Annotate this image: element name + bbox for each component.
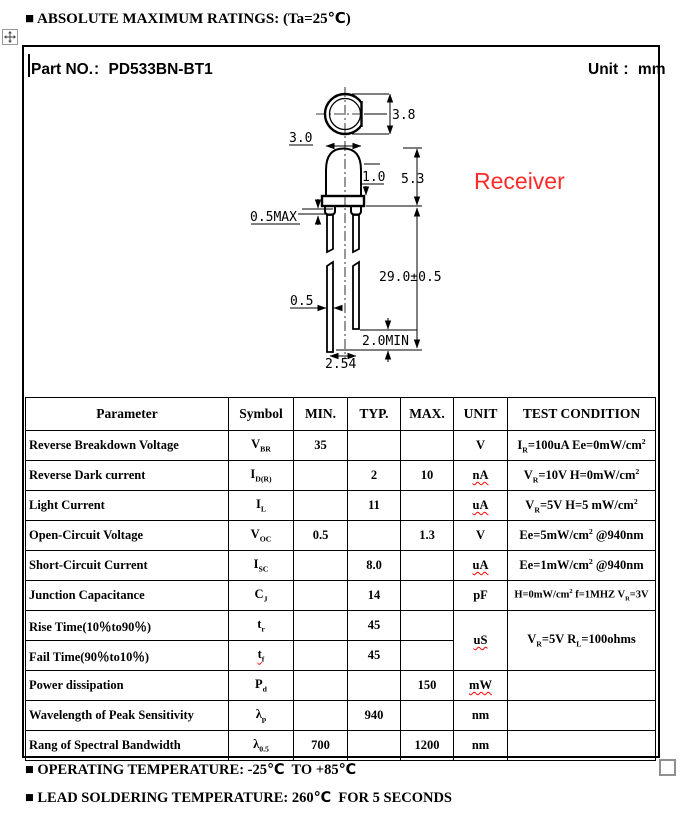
table-cell: nm <box>454 701 508 731</box>
table-cell: uS <box>454 611 508 671</box>
table-cell <box>294 581 348 611</box>
table-cell: 10 <box>401 461 454 491</box>
column-header: UNIT <box>454 398 508 431</box>
table-cell: uA <box>454 551 508 581</box>
table-row <box>26 611 656 641</box>
table-cell: 45 <box>348 641 401 671</box>
section-title: ■ ABSOLUTE MAXIMUM RATINGS: (Ta=25℃) <box>25 11 351 27</box>
part-number: Part NO.：PD533BN-BT1 <box>31 61 213 78</box>
table-cell: 1200 <box>401 731 454 761</box>
spec-table <box>25 397 656 761</box>
table-cell: 8.0 <box>348 551 401 581</box>
table-cell: pF <box>454 581 508 611</box>
table-cell <box>294 641 348 671</box>
table-cell: $I_{SC}$ <box>229 551 294 581</box>
table-cell <box>294 671 348 701</box>
table-cell: Rise Time(10％to90％) <box>26 611 229 641</box>
table-cell <box>401 641 454 671</box>
table-cell: 940 <box>348 701 401 731</box>
dimension-drawing <box>245 82 480 382</box>
table-cell: 150 <box>401 671 454 701</box>
dim-standoff: 0.5MAX <box>250 210 297 225</box>
table-cell: Fail Time(90％to10％) <box>26 641 229 671</box>
move-handle-icon[interactable] <box>2 29 18 45</box>
table-cell <box>348 431 401 461</box>
operating-temperature: ■ OPERATING TEMPERATURE: -25℃ TO +85℃ <box>25 762 357 778</box>
table-cell <box>294 551 348 581</box>
table-cell: $Ee=1mW/cm^2$ @940nm <box>508 551 656 581</box>
table-cell <box>348 671 401 701</box>
table-cell <box>294 461 348 491</box>
table-cell: Junction Capacitance <box>26 581 229 611</box>
receiver-label: Receiver <box>474 168 565 194</box>
table-cell: $H=0mW/cm^2$ f=1MHZ $V_R=3V$ <box>508 581 656 611</box>
table-cell: $\lambda_{0.5}$ <box>229 731 294 761</box>
table-cell <box>508 671 656 701</box>
dim-lead-pitch: 2.54 <box>325 357 357 372</box>
table-cell: nA <box>454 461 508 491</box>
table-cell: $V_{OC}$ <box>229 521 294 551</box>
column-header: TYP. <box>348 398 401 431</box>
dim-lead-length: 29.0±0.5 <box>379 270 442 285</box>
table-cell: V <box>454 521 508 551</box>
table-row <box>26 581 656 611</box>
table-row <box>26 491 656 521</box>
table-row <box>26 461 656 491</box>
resize-handle[interactable] <box>659 759 676 776</box>
table-cell: 11 <box>348 491 401 521</box>
table-cell: $Ee=5mW/cm^2$ @940nm <box>508 521 656 551</box>
dim-lead-min-length: 2.0MIN <box>362 334 409 349</box>
table-cell: 1.3 <box>401 521 454 551</box>
component-outline <box>322 94 369 352</box>
table-cell: $V_R=10V$ $H=0mW/cm^2$ <box>508 461 656 491</box>
table-cell <box>294 611 348 641</box>
dimension-lines <box>251 94 425 362</box>
table-cell: $I_{D(R)}$ <box>229 461 294 491</box>
table-cell <box>401 431 454 461</box>
table-cell: $P_d$ <box>229 671 294 701</box>
table-cell <box>401 581 454 611</box>
table-cell: $C_J$ <box>229 581 294 611</box>
table-cell: 2 <box>348 461 401 491</box>
table-row <box>26 551 656 581</box>
table-row <box>26 701 656 731</box>
table-cell: 0.5 <box>294 521 348 551</box>
table-cell: Wavelength of Peak Sensitivity <box>26 701 229 731</box>
table-cell <box>294 701 348 731</box>
table-cell: Light Current <box>26 491 229 521</box>
table-row <box>26 731 656 761</box>
table-cell: $t_r$ <box>229 611 294 641</box>
table-cell: $\lambda_p$ <box>229 701 294 731</box>
table-cell: nm <box>454 731 508 761</box>
table-cell <box>401 491 454 521</box>
table-cell: Open-Circuit Voltage <box>26 521 229 551</box>
table-cell: 35 <box>294 431 348 461</box>
table-cell: $V_R=5V$ $R_L=100ohms$ <box>508 611 656 671</box>
table-row <box>26 431 656 461</box>
table-cell: V <box>454 431 508 461</box>
column-header: Symbol <box>229 398 294 431</box>
dim-body-height: 5.3 <box>401 172 425 187</box>
table-cell <box>401 551 454 581</box>
column-header: TEST CONDITION <box>508 398 656 431</box>
table-cell: Power dissipation <box>26 671 229 701</box>
column-header: MAX. <box>401 398 454 431</box>
column-header: Parameter <box>26 398 229 431</box>
table-cell: 14 <box>348 581 401 611</box>
table-cell: 45 <box>348 611 401 641</box>
unit-label: Unit ：mm <box>588 61 666 78</box>
table-cell <box>401 701 454 731</box>
table-cell: Reverse Breakdown Voltage <box>26 431 229 461</box>
table-cell <box>401 611 454 641</box>
table-cell <box>508 731 656 761</box>
table-cell: $I_L$ <box>229 491 294 521</box>
table-header-row <box>26 398 656 431</box>
dim-lead-width: 0.5 <box>290 294 314 309</box>
soldering-temperature: ■ LEAD SOLDERING TEMPERATURE: 260℃ FOR 5 SECONDS <box>25 790 452 806</box>
column-header: MIN. <box>294 398 348 431</box>
dim-dome-offset: 1.0 <box>362 170 386 185</box>
table-cell: $V_R=5V$ H=5 $mW/cm^2$ <box>508 491 656 521</box>
table-cell: uA <box>454 491 508 521</box>
table-cell: Reverse Dark current <box>26 461 229 491</box>
table-cell: Short-Circuit Current <box>26 551 229 581</box>
table-cell: mW <box>454 671 508 701</box>
table-cell <box>348 731 401 761</box>
table-cell <box>294 491 348 521</box>
table-cell <box>508 701 656 731</box>
table-cell: $V_{BR}$ <box>229 431 294 461</box>
table-cell: $I_R=100uA$ $Ee=0mW/cm^2$ <box>508 431 656 461</box>
table-cell: Rang of Spectral Bandwidth <box>26 731 229 761</box>
move-arrows-icon <box>4 31 16 43</box>
dim-body-width: 3.0 <box>289 131 313 146</box>
dim-top-diameter: 3.8 <box>392 108 416 123</box>
table-row <box>26 521 656 551</box>
text-cursor <box>28 54 30 77</box>
table-cell: $t_f$ <box>229 641 294 671</box>
table-cell: 700 <box>294 731 348 761</box>
table-cell <box>348 521 401 551</box>
table-row <box>26 671 656 701</box>
